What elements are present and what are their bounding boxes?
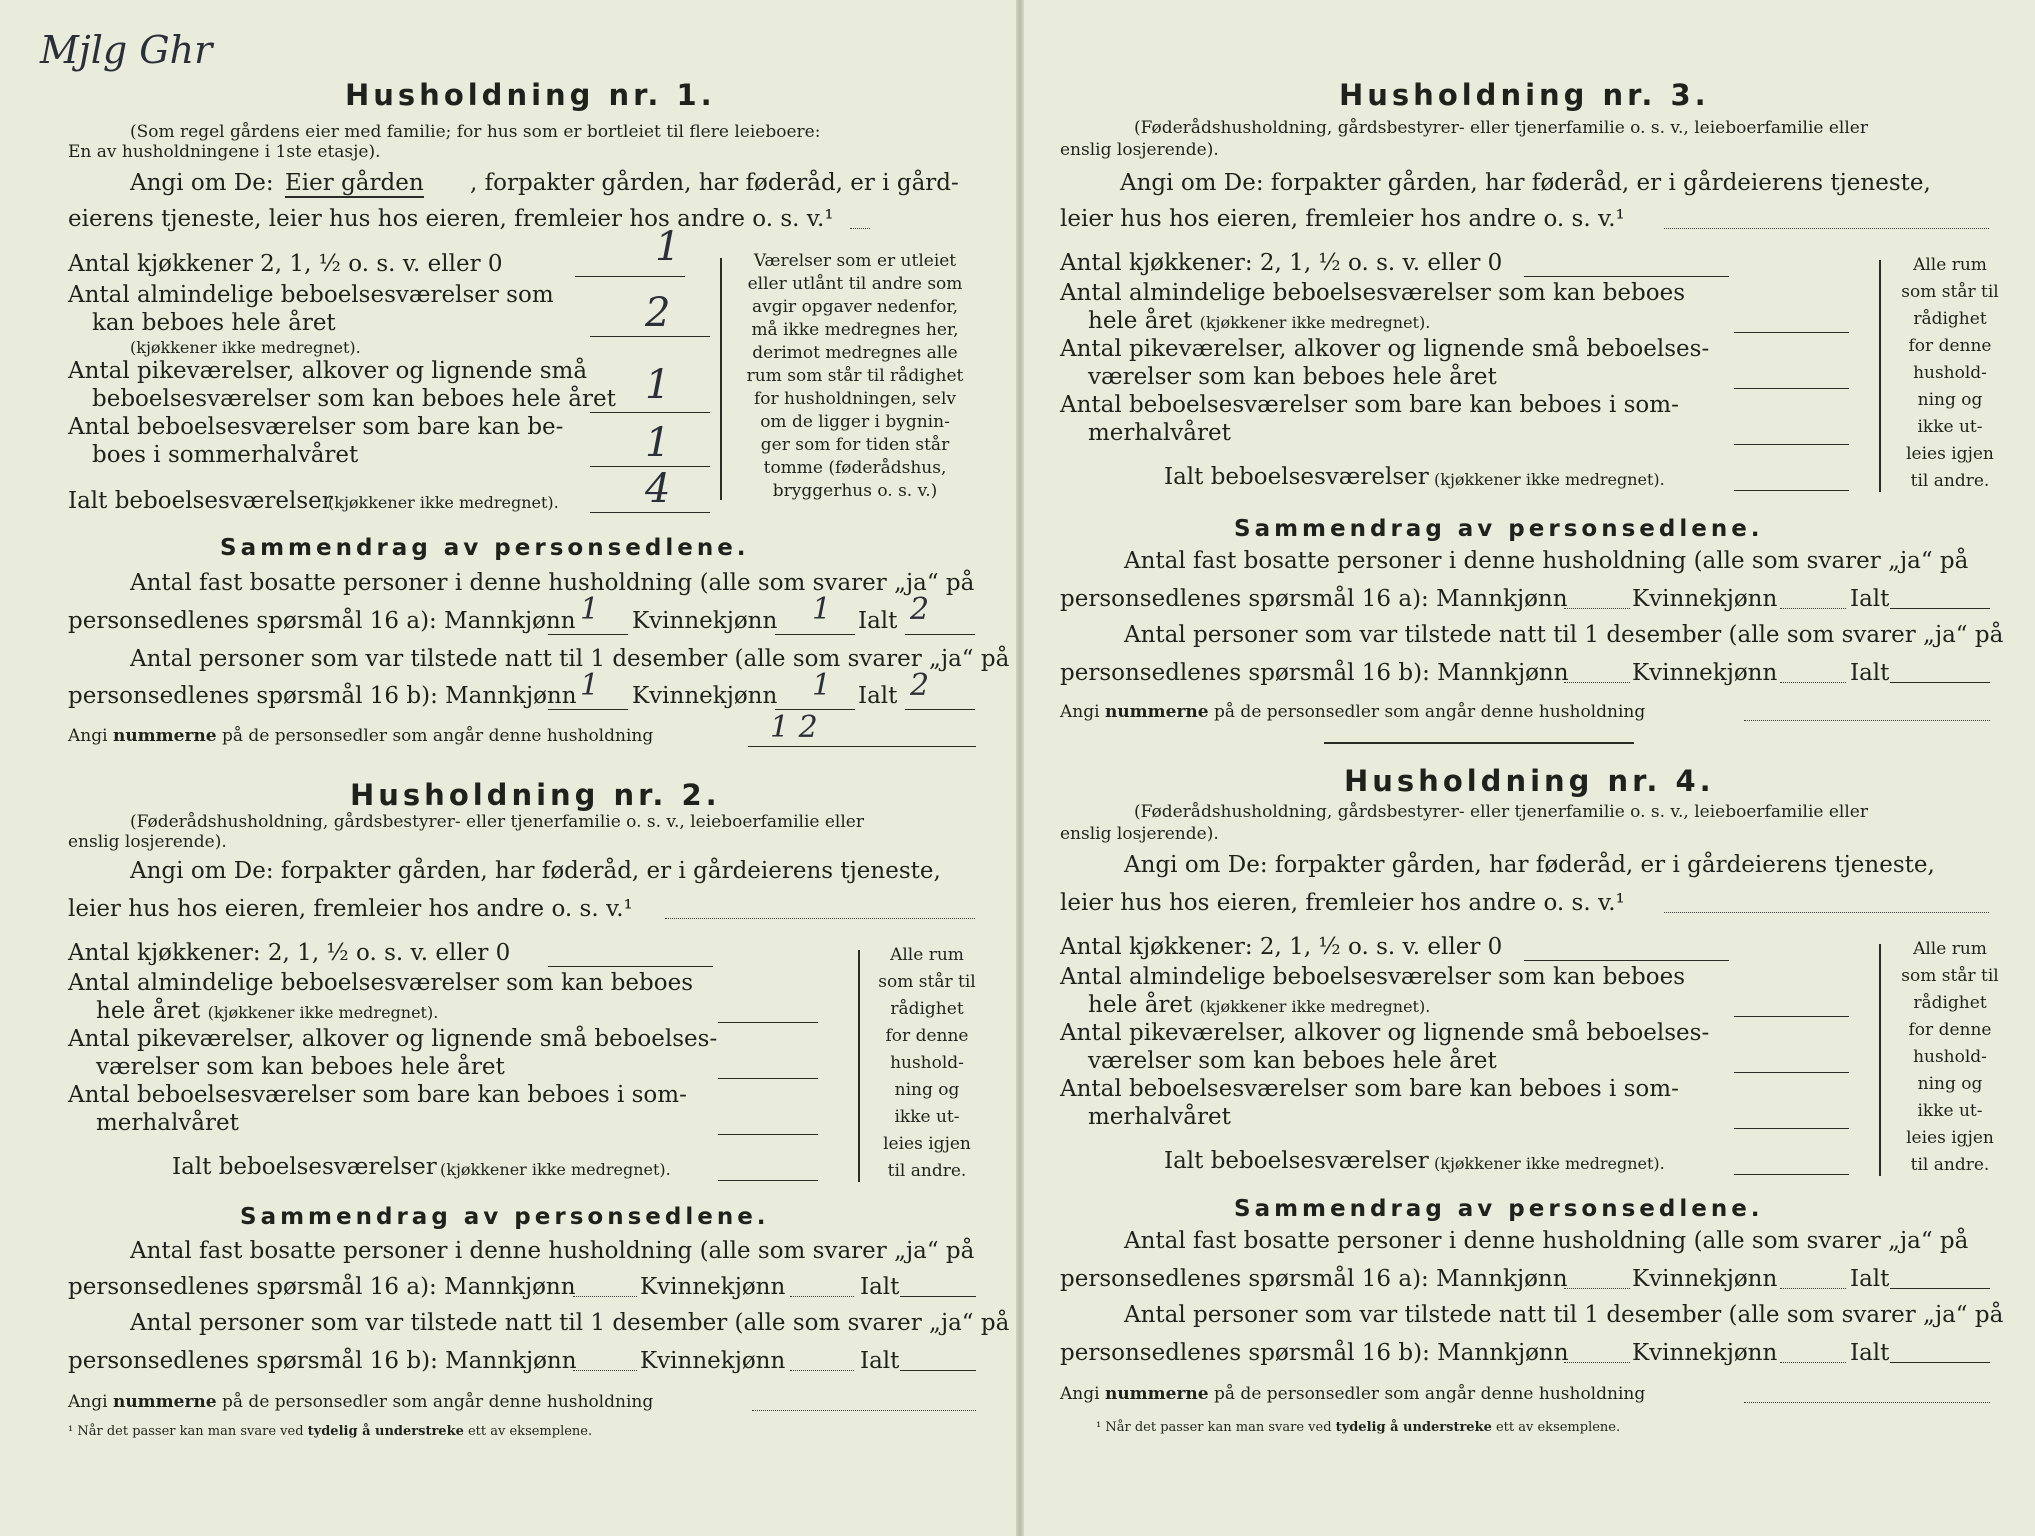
h4-hele-aret: hele året (kjøkkener ikke medregnet).: [1088, 992, 1431, 1018]
side-note-1-line: derimot medregnes alle: [752, 343, 958, 363]
h4-ialt-paren: (kjøkkener ikke medregnet).: [1434, 1154, 1665, 1173]
household-3-title: Husholdning nr. 3.: [1339, 78, 1710, 112]
household-1-title: Husholdning nr. 1.: [345, 78, 716, 112]
side-note-1-line: for husholdningen, selv: [753, 389, 957, 409]
h4-side-note: [1894, 936, 2006, 1179]
side-note-line: ikke ut-: [1917, 1101, 1983, 1121]
household-4-intro-2: enslig losjerende).: [1060, 824, 1219, 844]
h1-tilstede-line1: Antal personer som var tilstede natt til 1 desember (alle som svarer „ja“ på: [130, 646, 1010, 672]
h3-tilstede-line2: personsedlenes spørsmål 16 b): Mannkjønn: [1060, 660, 1569, 686]
h4-nummerne: Angi nummerne på de personsedler som angår denne husholdning: [1060, 1384, 1646, 1404]
h3-separator: [1324, 742, 1634, 744]
h3-sommer-a: Antal beboelsesværelser som bare kan beboes i som-: [1060, 392, 1679, 418]
side-note-line: ning og: [894, 1080, 960, 1100]
h1-eier-garden: Eier gården: [285, 170, 424, 196]
side-note-line: Alle rum: [1913, 939, 1987, 959]
h2-fast-ialt: Ialt: [860, 1274, 900, 1300]
side-note-line: rådighet: [890, 999, 964, 1019]
household-2-intro-2: enslig losjerende).: [68, 832, 227, 852]
household-3-intro-1: (Føderådshusholdning, gårdsbestyrer- eller tjenerfamilie o. s. v., leieboerfamilie eller: [1134, 118, 1868, 138]
h1-tilstede-line2: personsedlenes spørsmål 16 b): Mannkjønn: [68, 683, 577, 709]
side-note-line: for denne: [1908, 1020, 1992, 1040]
h1-fast-line2: personsedlenes spørsmål 16 a): Mannkjønn: [68, 608, 576, 634]
h3-fast-kvinne: Kvinnekjønn: [1632, 586, 1778, 612]
side-note-line: til andre.: [887, 1161, 967, 1181]
h2-kjokkener: Antal kjøkkener: 2, 1, ½ o. s. v. eller 0: [68, 940, 511, 966]
h2-side-note: [872, 942, 982, 1185]
left-footnote: ¹ Når det passer kan man svare ved tydelig å understreke ett av eksemplene.: [68, 1424, 593, 1439]
h1-fast-kvinne-label: Kvinnekjønn: [632, 608, 778, 634]
h4-tilstede-kvinne: Kvinnekjønn: [1632, 1340, 1778, 1366]
side-note-1-line: tomme (føderådshus,: [763, 458, 947, 478]
h3-tilstede-kvinne: Kvinnekjønn: [1632, 660, 1778, 686]
handwritten-header: Mjlg Ghr: [40, 28, 213, 72]
side-note-line: ning og: [1917, 1074, 1983, 1094]
h1-pike-a: Antal pikeværelser, alkover og lignende små: [68, 358, 588, 384]
h2-brace: [858, 950, 870, 1182]
household-2-title: Husholdning nr. 2.: [350, 778, 721, 812]
h3-fast-line1: Antal fast bosatte personer i denne husholdning (alle som svarer „ja“ på: [1124, 548, 1969, 574]
h2-fast-kvinne: Kvinnekjønn: [640, 1274, 786, 1300]
h1-sommer-answer: 1: [645, 420, 671, 466]
h4-brace: [1879, 944, 1891, 1176]
side-note-line: leies igjen: [883, 1134, 971, 1154]
h4-fast-kvinne: Kvinnekjønn: [1632, 1266, 1778, 1292]
h1-fast-line1: Antal fast bosatte personer i denne husholdning (alle som svarer „ja“ på: [130, 570, 975, 596]
h3-brace: [1879, 260, 1891, 492]
h1-pike-answer: 1: [645, 362, 671, 408]
h3-sommer-b: merhalvåret: [1088, 420, 1231, 446]
side-note-line: hushold-: [890, 1053, 964, 1073]
h1-sommer-a: Antal beboelsesværelser som bare kan be-: [68, 414, 564, 440]
side-note-line: leies igjen: [1906, 444, 1994, 464]
side-note-line: Alle rum: [1913, 255, 1987, 275]
h4-tilstede-line1: Antal personer som var tilstede natt til 1 desember (alle som svarer „ja“ på: [1124, 1302, 2004, 1328]
h2-sommer-a: Antal beboelsesværelser som bare kan beboes i som-: [68, 1082, 687, 1108]
side-note-1-line: om de ligger i bygnin-: [760, 412, 950, 432]
household-4-title: Husholdning nr. 4.: [1344, 764, 1715, 798]
h3-summary-title: Sammendrag av personsedlene.: [1234, 516, 1764, 542]
h2-nummerne: Angi nummerne på de personsedler som angår denne husholdning: [68, 1392, 654, 1412]
side-note-line: for denne: [1908, 336, 1992, 356]
h1-summary-title: Sammendrag av personsedlene.: [220, 535, 750, 561]
h2-tilstede-line2: personsedlenes spørsmål 16 b): Mannkjønn: [68, 1348, 577, 1374]
h2-sommer-b: merhalvåret: [96, 1110, 239, 1136]
h4-pike-a: Antal pikeværelser, alkover og lignende små beboelses-: [1060, 1020, 1710, 1046]
h3-ialt: Ialt beboelsesværelser: [1164, 464, 1429, 490]
h1-tilstede-ialt: 2: [910, 668, 930, 703]
h3-fast-ialt: Ialt: [1850, 586, 1890, 612]
h1-ikke-medregnet: (kjøkkener ikke medregnet).: [130, 338, 361, 357]
h2-fast-line1: Antal fast bosatte personer i denne husholdning (alle som svarer „ja“ på: [130, 1238, 975, 1264]
h2-tilstede-kvinne: Kvinnekjønn: [640, 1348, 786, 1374]
side-note-1-line: bryggerhus o. s. v.): [772, 481, 938, 501]
household-4-intro-1: (Føderådshusholdning, gårdsbestyrer- eller tjenerfamilie o. s. v., leieboerfamilie eller: [1134, 802, 1868, 822]
h2-angi: Angi om De: forpakter gården, har føderåd, er i gårdeierens tjeneste,: [130, 858, 941, 884]
h1-fast-kvinne: 1: [812, 592, 832, 627]
side-note-line: Alle rum: [890, 945, 964, 965]
h2-almindelige-a: Antal almindelige beboelsesværelser som kan beboes: [68, 970, 694, 996]
h1-ialt-answer: 4: [645, 466, 671, 512]
side-note-line: ning og: [1917, 390, 1983, 410]
h1-almindelige-answer: 2: [645, 290, 671, 336]
h4-almindelige-a: Antal almindelige beboelsesværelser som kan beboes: [1060, 964, 1686, 990]
side-note-line: som står til: [1901, 966, 1999, 986]
h1-almindelige-a: Antal almindelige beboelsesværelser som: [68, 282, 554, 308]
h4-sommer-b: merhalvåret: [1088, 1104, 1231, 1130]
h3-hele-aret: hele året (kjøkkener ikke medregnet).: [1088, 308, 1431, 334]
page-fold: [1016, 0, 1024, 1536]
h2-tilstede-line1: Antal personer som var tilstede natt til 1 desember (alle som svarer „ja“ på: [130, 1310, 1010, 1336]
h3-angi: Angi om De: forpakter gården, har føderåd, er i gårdeierens tjeneste,: [1120, 170, 1931, 196]
side-note-1-line: må ikke medregnes her,: [751, 320, 959, 340]
h4-tilstede-ialt: Ialt: [1850, 1340, 1890, 1366]
h2-leier: leier hus hos eieren, fremleier hos andre o. s. v.¹: [68, 896, 633, 922]
h4-fast-line2: personsedlenes spørsmål 16 a): Mannkjønn: [1060, 1266, 1568, 1292]
side-note-line: for denne: [885, 1026, 969, 1046]
h1-pike-b: beboelsesværelser som kan beboes hele året: [92, 386, 616, 412]
side-note-1-line: ger som for tiden står: [760, 435, 950, 455]
h3-almindelige-a: Antal almindelige beboelsesværelser som kan beboes: [1060, 280, 1686, 306]
h3-tilstede-line1: Antal personer som var tilstede natt til 1 desember (alle som svarer „ja“ på: [1124, 622, 2004, 648]
h2-hele-aret: hele året (kjøkkener ikke medregnet).: [96, 998, 439, 1024]
household-1-intro-2: En av husholdningene i 1ste etasje).: [68, 142, 381, 162]
household-2-intro-1: (Føderådshusholdning, gårdsbestyrer- eller tjenerfamilie o. s. v., leieboerfamilie eller: [130, 812, 864, 832]
side-note-line: rådighet: [1913, 309, 1987, 329]
h3-leier: leier hus hos eieren, fremleier hos andre o. s. v.¹: [1060, 206, 1625, 232]
side-note-line: som står til: [878, 972, 976, 992]
h1-kjokkener-answer: 1: [655, 224, 681, 270]
h4-fast-ialt: Ialt: [1850, 1266, 1890, 1292]
h1-kjokkener-label: Antal kjøkkener 2, 1, ½ o. s. v. eller 0: [68, 251, 503, 277]
h1-tilstede-kvinne: 1: [812, 668, 832, 703]
side-note-line: hushold-: [1913, 1047, 1987, 1067]
side-note-line: leies igjen: [1906, 1128, 1994, 1148]
h3-pike-a: Antal pikeværelser, alkover og lignende små beboelses-: [1060, 336, 1710, 362]
h4-ialt: Ialt beboelsesværelser: [1164, 1148, 1429, 1174]
side-note-1-line: Værelser som er utleiet: [753, 251, 957, 271]
h3-nummerne: Angi nummerne på de personsedler som angår denne husholdning: [1060, 702, 1646, 722]
h1-tilstede-kvinne-label: Kvinnekjønn: [632, 683, 778, 709]
side-note-line: ikke ut-: [1917, 417, 1983, 437]
h4-tilstede-line2: personsedlenes spørsmål 16 b): Mannkjønn: [1060, 1340, 1569, 1366]
h1-fast-ialt-label: Ialt: [858, 608, 898, 634]
h2-pike-a: Antal pikeværelser, alkover og lignende små beboelses-: [68, 1026, 718, 1052]
side-note-1-line: eller utlånt til andre som: [747, 274, 963, 294]
h1-brace: [720, 258, 732, 500]
h4-pike-b: værelser som kan beboes hele året: [1088, 1048, 1497, 1074]
h3-side-note: [1894, 252, 2006, 495]
h4-fast-line1: Antal fast bosatte personer i denne husholdning (alle som svarer „ja“ på: [1124, 1228, 1969, 1254]
h4-summary-title: Sammendrag av personsedlene.: [1234, 1196, 1764, 1222]
h1-fast-ialt: 2: [910, 592, 930, 627]
h1-almindelige-b: kan beboes hele året: [92, 310, 336, 336]
h1-ialt-paren: (kjøkkener ikke medregnet).: [328, 493, 559, 512]
side-note-line: som står til: [1901, 282, 1999, 302]
h2-tilstede-ialt: Ialt: [860, 1348, 900, 1374]
right-footnote: ¹ Når det passer kan man svare ved tydelig å understreke ett av eksemplene.: [1096, 1420, 1621, 1435]
h2-ialt: Ialt beboelsesværelser: [172, 1154, 437, 1180]
h2-pike-b: værelser som kan beboes hele året: [96, 1054, 505, 1080]
right-page: [1024, 0, 2035, 1536]
h3-fast-line2: personsedlenes spørsmål 16 a): Mannkjønn: [1060, 586, 1568, 612]
left-page: [0, 0, 1016, 1536]
household-1-intro-1: (Som regel gårdens eier med familie; for hus som er bortleiet til flere leieboere:: [130, 122, 821, 142]
h3-pike-b: værelser som kan beboes hele året: [1088, 364, 1497, 390]
side-note-line: ikke ut-: [894, 1107, 960, 1127]
h1-fast-mann: 1: [580, 592, 600, 627]
h1-angi-line2: eierens tjeneste, leier hus hos eieren, fremleier hos andre o. s. v.¹: [68, 206, 834, 232]
h3-tilstede-ialt: Ialt: [1850, 660, 1890, 686]
h2-summary-title: Sammendrag av personsedlene.: [240, 1204, 770, 1230]
h1-nummerne: Angi nummerne på de personsedler som angår denne husholdning: [68, 726, 654, 746]
side-note-line: rådighet: [1913, 993, 1987, 1013]
h4-kjokkener: Antal kjøkkener: 2, 1, ½ o. s. v. eller 0: [1060, 934, 1503, 960]
h2-ialt-paren: (kjøkkener ikke medregnet).: [440, 1160, 671, 1179]
side-note-1-line: avgir opgaver nedenfor,: [751, 297, 958, 317]
h1-tilstede-mann: 1: [580, 668, 600, 703]
h1-side-note: [735, 250, 975, 503]
side-note-line: til andre.: [1910, 1155, 1990, 1175]
h1-ialt-label: Ialt beboelsesværelser: [68, 488, 333, 514]
h1-angi-rest: , forpakter gården, har føderåd, er i gård-: [470, 170, 959, 196]
side-note-1-line: rum som står til rådighet: [746, 366, 964, 386]
h2-fast-line2: personsedlenes spørsmål 16 a): Mannkjønn: [68, 1274, 576, 1300]
h1-sommer-b: boes i sommerhalvåret: [92, 442, 359, 468]
h4-angi: Angi om De: forpakter gården, har føderåd, er i gårdeierens tjeneste,: [1124, 852, 1935, 878]
side-note-line: til andre.: [1910, 471, 1990, 491]
h1-nummerne-answer: 1 2: [770, 710, 818, 745]
h4-sommer-a: Antal beboelsesværelser som bare kan beboes i som-: [1060, 1076, 1679, 1102]
h1-tilstede-ialt-label: Ialt: [858, 683, 898, 709]
h3-kjokkener: Antal kjøkkener: 2, 1, ½ o. s. v. eller 0: [1060, 250, 1503, 276]
side-note-line: hushold-: [1913, 363, 1987, 383]
household-3-intro-2: enslig losjerende).: [1060, 140, 1219, 160]
h1-angi-label: Angi om De:: [130, 170, 274, 196]
h4-leier: leier hus hos eieren, fremleier hos andre o. s. v.¹: [1060, 890, 1625, 916]
h3-ialt-paren: (kjøkkener ikke medregnet).: [1434, 470, 1665, 489]
